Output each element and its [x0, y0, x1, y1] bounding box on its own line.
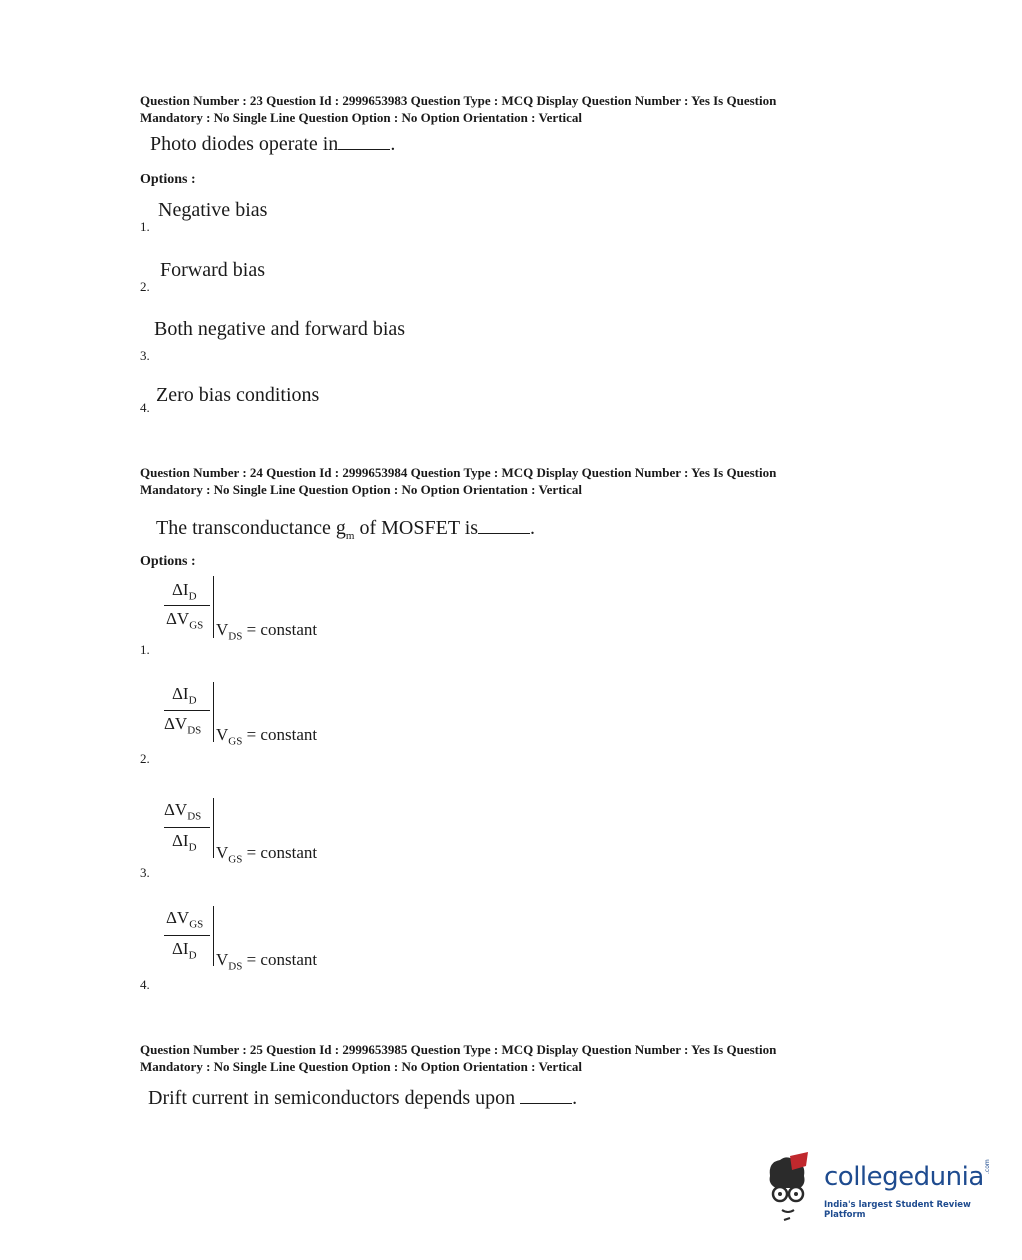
question-24-meta — [140, 464, 900, 498]
evaluation-condition: $V_{DS}$ = constant — [216, 950, 318, 973]
fraction-denominator: $\Delta I_D$ — [172, 831, 197, 854]
fraction-bar — [164, 710, 210, 711]
question-23-text: Photo diodes operate in . — [150, 133, 396, 155]
logo-brand-text: collegedunia — [824, 1162, 984, 1192]
option-number: 1. — [140, 219, 150, 234]
evaluation-bar — [213, 906, 214, 966]
option-number: 3. — [140, 348, 150, 363]
question-23-meta — [140, 92, 900, 126]
meta-line: Question Number : 25 Question Id : 2999653985 Question Type : MCQ Display Question Number : Yes Is Question — [140, 1042, 777, 1057]
meta-line: Mandatory : No Single Line Question Option : No Option Orientation : Vertical — [140, 1059, 583, 1074]
meta-line: Question Number : 24 Question Id : 2999653984 Question Type : MCQ Display Question Number : Yes Is Question — [140, 465, 777, 480]
option-number: 2. — [140, 751, 150, 766]
fraction-denominator: $\Delta I_D$ — [172, 939, 197, 962]
evaluation-condition: $V_{DS}$ = constant — [216, 620, 318, 643]
fraction-bar — [164, 827, 210, 828]
evaluation-bar — [213, 682, 214, 742]
option-formula — [160, 906, 360, 978]
option-number: 4. — [140, 400, 150, 415]
option-number: 3. — [140, 865, 150, 880]
evaluation-condition: $V_{GS}$ = constant — [216, 725, 318, 748]
option-number: 4. — [140, 977, 150, 992]
answer-blank — [520, 1085, 572, 1104]
options-label: Options : — [140, 172, 196, 187]
option-text: Zero bias conditions — [156, 384, 320, 406]
meta-line: Question Number : 23 Question Id : 2999653983 Question Type : MCQ Display Question Number : Yes Is Question — [140, 93, 777, 108]
answer-blank — [478, 515, 530, 534]
fraction-bar — [164, 935, 210, 936]
fraction-numerator: $\Delta I_D$ — [172, 684, 197, 707]
fraction-numerator: $\Delta V_{DS}$ — [164, 800, 202, 823]
evaluation-bar — [213, 576, 214, 638]
fraction-numerator: $\Delta V_{GS}$ — [166, 908, 204, 931]
option-formula — [160, 798, 360, 870]
option-text: Negative bias — [158, 199, 268, 221]
fraction-numerator: $\Delta I_D$ — [172, 580, 197, 603]
option-number: 1. — [140, 642, 150, 657]
option-formula — [160, 576, 360, 646]
meta-line: Mandatory : No Single Line Question Option : No Option Orientation : Vertical — [140, 110, 583, 125]
option-text: Forward bias — [160, 259, 265, 281]
fraction-bar — [164, 605, 210, 606]
question-25-meta — [140, 1041, 900, 1075]
question-24-text: The transconductance $g_m$ of MOSFET is . — [156, 517, 536, 542]
option-formula — [160, 682, 360, 752]
question-25-text: Drift current in semiconductors depends upon . — [148, 1087, 578, 1109]
mascot-icon — [760, 1152, 822, 1224]
option-text: Both negative and forward bias — [154, 318, 406, 340]
evaluation-condition: $V_{GS}$ = constant — [216, 843, 318, 866]
fraction-denominator: $\Delta V_{DS}$ — [164, 714, 202, 737]
answer-blank — [338, 131, 390, 150]
option-number: 2. — [140, 279, 150, 294]
logo-tagline: India's largest Student Review Platform — [824, 1200, 971, 1220]
evaluation-bar — [213, 798, 214, 858]
meta-line: Mandatory : No Single Line Question Option : No Option Orientation : Vertical — [140, 482, 583, 497]
collegedunia-logo — [760, 1152, 1000, 1224]
fraction-denominator: $\Delta V_{GS}$ — [166, 609, 204, 632]
options-label: Options : — [140, 554, 196, 569]
logo-dotcom: .com — [984, 1159, 991, 1174]
